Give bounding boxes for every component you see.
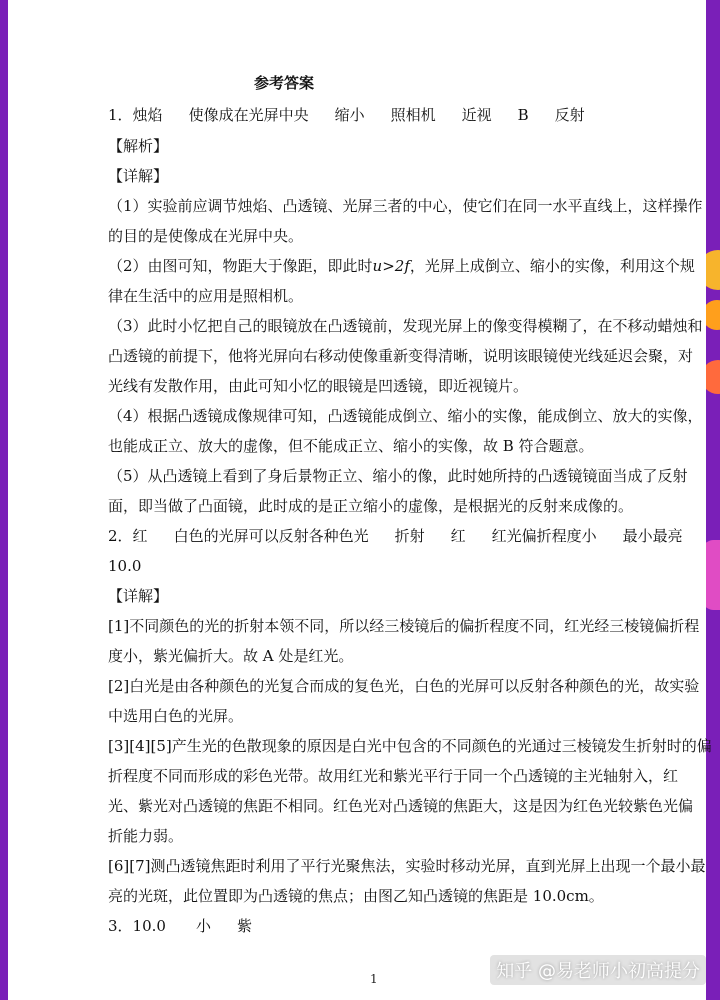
q1-answer: 近视 — [461, 106, 492, 124]
page-title: 参考答案 — [254, 74, 315, 92]
text-line: 折程度不同而形成的彩色光带。故用红光和紫光平行于同一个凸透镜的主光轴射入，红 — [108, 767, 679, 785]
text-line: [1]不同颜色的光的折射本领不同，所以经三棱镜后的偏折程度不同，红光经三棱镜偏折程 — [108, 617, 700, 635]
q2-answer: 白色的光屏可以反射各种色光 — [173, 527, 369, 545]
text-line: 律在生活中的应用是照相机。 — [108, 287, 304, 305]
text-line: （3）此时小忆把自己的眼镜放在凸透镜前，发现光屏上的像变得模糊了，在不移动蜡烛和 — [108, 317, 703, 335]
text-line: [6][7]测凸透镜焦距时利用了平行光聚焦法，实验时移动光屏，直到光屏上出现一个最小最 — [108, 857, 706, 875]
text-line: 中选用白色的光屏。 — [108, 707, 244, 725]
text-line — [108, 256, 695, 276]
detail-tag: 【详解】 — [108, 587, 169, 605]
q3-answer: 10.0 — [132, 917, 166, 935]
text-line: 也能成正立、放大的虚像，但不能成正立、缩小的实像，故 B 符合题意。 — [108, 437, 594, 455]
page-number: 1 — [370, 972, 378, 986]
formula: u>2f — [372, 257, 410, 275]
document-page — [8, 0, 712, 1000]
q2-answer: 红 — [132, 527, 148, 545]
q2-answer: 折射 — [394, 527, 425, 545]
text-segment: （2）由图可知，物距大于像距，即此时 — [108, 257, 373, 275]
text-segment: ，光屏上成倒立、缩小的实像，利用这个规 — [409, 257, 695, 275]
text-line: （1）实验前应调节烛焰、凸透镜、光屏三者的中心，使它们在同一水平直线上，这样操作 — [108, 197, 703, 215]
q1-answer-row — [108, 105, 585, 125]
q1-number: 1． — [108, 106, 133, 124]
text-line: 度小，紫光偏折大。故 A 处是红光。 — [108, 647, 354, 665]
q2-answer-row — [108, 526, 683, 546]
q1-answer: 烛焰 — [132, 106, 163, 124]
q1-answer: 缩小 — [334, 106, 365, 124]
text-line: 的目的是使像成在光屏中央。 — [108, 227, 304, 245]
q2-answer: 红光偏折程度小 — [491, 527, 597, 545]
q3-answer-row — [108, 916, 252, 936]
text-line: [2]白光是由各种颜色的光复合而成的复色光，白色的光屏可以反射各种颜色的光，故实验 — [108, 677, 700, 695]
text-line: 面，即当做了凸面镜，此时成的是正立缩小的虚像，是根据光的反射来成像的。 — [108, 497, 634, 515]
text-line: 光、紫光对凸透镜的焦距不相同。红色光对凸透镜的焦距大，这是因为红色光较紫色光偏 — [108, 797, 694, 815]
q3-number: 3． — [108, 917, 133, 935]
q1-answer: B — [517, 106, 529, 124]
analysis-tag: 【解析】 — [108, 137, 169, 155]
q2-answer: 红 — [450, 527, 466, 545]
text-line: 凸透镜的前提下，他将光屏向右移动使像重新变得清晰，说明该眼镜使光线延迟会聚，对 — [108, 347, 694, 365]
text-line: （5）从凸透镜上看到了身后景物正立、缩小的像，此时她所持的凸透镜镜面当成了反射 — [108, 467, 688, 485]
q2-number: 2． — [108, 527, 133, 545]
q2-answer: 最小最亮 — [622, 527, 683, 545]
q3-answer: 小 — [195, 917, 211, 935]
q3-answer: 紫 — [236, 917, 252, 935]
detail-tag: 【详解】 — [108, 167, 169, 185]
q1-answer: 反射 — [554, 106, 585, 124]
text-line: 亮的光斑，此位置即为凸透镜的焦点；由图乙知凸透镜的焦距是 10.0cm。 — [108, 887, 604, 905]
q2-answer-last: 10.0 — [108, 557, 142, 575]
text-line: [3][4][5]产生光的色散现象的原因是白光中包含的不同颜色的光通过三棱镜发生折射时的偏 — [108, 737, 712, 755]
q1-answer: 照相机 — [390, 106, 436, 124]
text-line: 折能力弱。 — [108, 827, 184, 845]
q1-answer: 使像成在光屏中央 — [188, 106, 309, 124]
watermark: 知乎 @易老师小初高提分 — [490, 955, 706, 985]
text-line: （4）根据凸透镜成像规律可知，凸透镜能成倒立、缩小的实像，能成倒立、放大的实像， — [108, 407, 703, 425]
text-line: 光线有发散作用，由此可知小忆的眼镜是凹透镜，即近视镜片。 — [108, 377, 529, 395]
